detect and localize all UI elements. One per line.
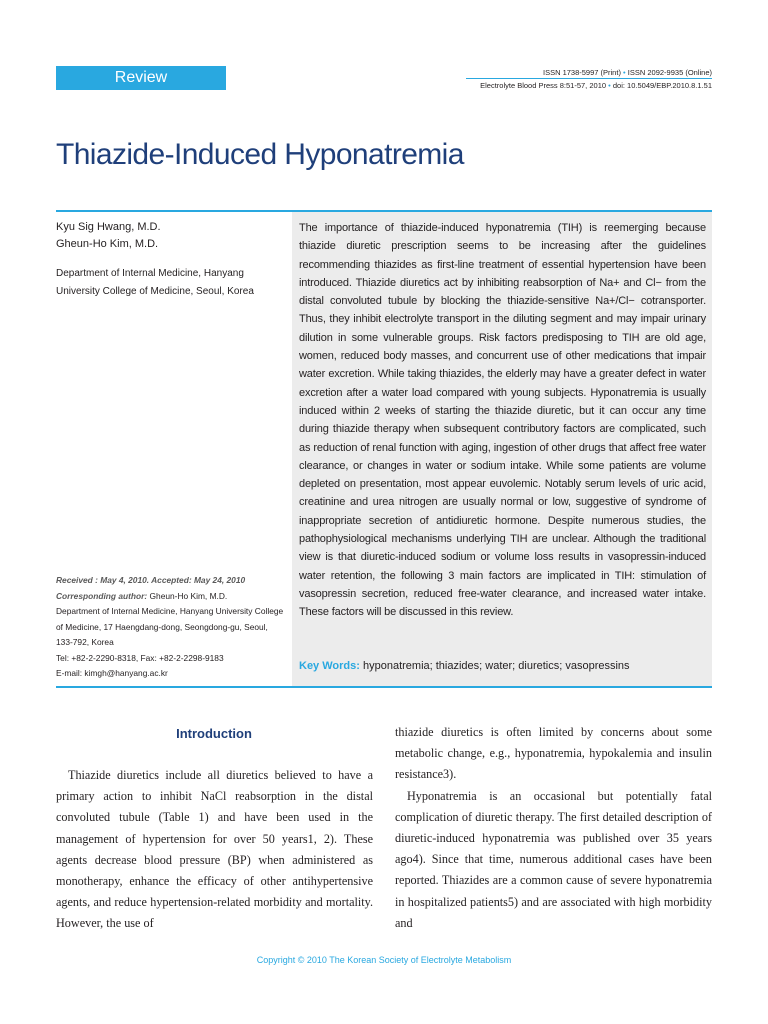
author-2: Gheun-Ho Kim, M.D.: [56, 238, 159, 250]
author-1: Kyu Sig Hwang, M.D.: [56, 221, 161, 233]
section-heading-introduction: Introduction: [176, 726, 252, 741]
issn-divider: [466, 78, 712, 79]
issn-online: ISSN 2092-9935 (Online): [627, 68, 712, 77]
issn-line-2: [480, 79, 712, 92]
keywords: [299, 660, 706, 672]
received-date: Received : May 4, 2010. Accepted: May 24, 2010: [56, 575, 246, 585]
body-column-left: [56, 765, 373, 935]
doi: doi: 10.5049/EBP.2010.8.1.51: [612, 81, 712, 90]
article-meta: [56, 573, 286, 682]
abstract-text: The importance of thiazide-induced hyponatremia (TIH) is reemerging because thiazide diuretic prescription seems to be increasing after the guidelines recommending thiazides as first-line treatment of essential hypertension have been introduced. Thiazide diuretics act by inhibiting reabsorption of Na+ and Cl− from the distal convoluted tubule by blocking the thiazide-sensitive Na+/Cl− cotransporter. Thus, they inhibit electrolyte transport in the diluting segment and may impair urinary dilution in some vulnerable groups. Risk factors predisposing to TIH are old age, women, reduced body masses, and concurrent use of other medications that impair water excretion. While taking thiazides, the elderly may have a greater defect in water excretion after a water load compared with young subjects. Hyponatremia is usually induced within 2 weeks of starting the thiazide diuretic, but it can occur any time during thiazide therapy when subsequent contributory factors are complicated, such as reduction of renal function with aging, ingestion of other drugs that affect free water clearance, or changes in water or sodium intake. While some patients are volume depleted on presentation, most appear euvolemic. Notably serum levels of uric acid, creatinine and urea nitrogen are usually normal or low, suggestive of syndrome of inappropriate secretion of antidiuretic hormone. Despite numerous studies, the pathophysiological mechanisms underlying TIH are unclear. Although the traditional view is that diuretic-induced sodium or volume loss results in vasopressin-induced water retention, the following 3 main factors are implicated in TIH: stimulation of vasopressin secretion, reduced free-water clearance, and increased water intake. These factors will be discussed in this review.: [299, 222, 706, 619]
corresponding-author: [56, 589, 286, 605]
abstract-box: [292, 212, 712, 686]
keywords-list: hyponatremia; thiazides; water; diuretics; vasopressins: [362, 660, 630, 672]
paragraph: Thiazide diuretics include all diuretics believed to have a primary action to inhibit NaCl reabsorption in the distal convoluted tubule (Table 1) and have been used in the management of hypertension for over 50 years1, 2). These agents decrease blood pressure (BP) when administered as monotherapy, enhance the efficacy of other antihypertensive agents, and reduce hypertension-related morbidity and mortality. However, the use of: [56, 768, 373, 931]
affiliation: Department of Internal Medicine, Hanyang University College of Medicine, Seoul, Korea: [56, 268, 254, 297]
body-column-right: [395, 722, 712, 934]
corresponding-name: Gheun-Ho Kim, M.D.: [149, 590, 228, 601]
corresponding-address: Department of Internal Medicine, Hanyang University College of Medicine, 17 Haengdang-dong, Seongdong-gu, Seoul, 133-792, Korea: [56, 606, 284, 647]
contact-email[interactable]: E-mail: kimgh@hanyang.ac.kr: [56, 668, 168, 678]
corresponding-label: Corresponding author:: [56, 590, 148, 601]
author-list: [56, 219, 161, 253]
copyright-footer: Copyright © 2010 The Korean Society of Electrolyte Metabolism: [256, 955, 512, 965]
issn-block: [480, 66, 712, 92]
journal-citation: Electrolyte Blood Press 8:51-57, 2010: [480, 81, 607, 90]
article-title: Thiazide-Induced Hyponatremia: [56, 138, 464, 171]
review-tag: Review: [56, 66, 226, 90]
paragraph: thiazide diuretics is often limited by concerns about some metabolic change, e.g., hyponatremia, hypokalemia and insulin resistance3).: [395, 725, 712, 782]
contact-phone: Tel: +82-2-2290-8318, Fax: +82-2-2298-9183: [56, 652, 224, 663]
bullet-icon: •: [608, 81, 611, 90]
keywords-label: Key Words:: [299, 660, 360, 672]
issn-print: ISSN 1738-5997 (Print): [542, 68, 621, 77]
bottom-rule: [56, 686, 712, 688]
bullet-icon: •: [623, 68, 626, 77]
paragraph: Hyponatremia is an occasional but potentially fatal complication of diuretic therapy. The first detailed description of diuretic-induced hyponatremia was published over 35 years ago4). Since that time, numerous additional cases have been reported. Thiazides are a common cause of severe hyponatremia in hospitalized patients5) and are associated with high morbidity and: [395, 788, 712, 930]
